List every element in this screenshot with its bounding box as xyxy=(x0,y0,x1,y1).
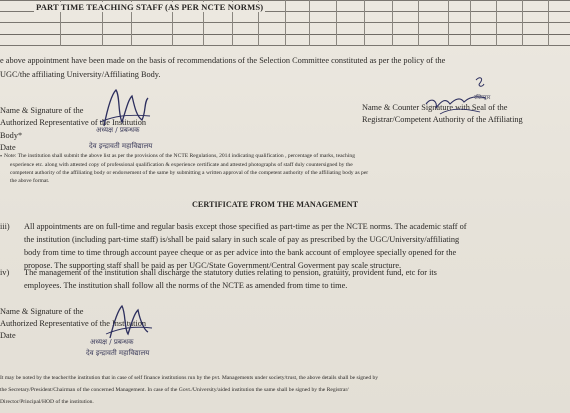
left-stamp-line-2: देव इन्द्रावती महाविद्यालय xyxy=(89,142,153,150)
note-line-3: competent authority of the affiliating body or endorsement of the same by submitting a written approval of the competent authority of the affiliating body as per xyxy=(10,170,369,176)
bottom-stamp-line-1: अध्यक्ष / प्रबन्धक xyxy=(90,338,134,346)
item-3-line-1: All appointments are on full-time and regular basis except those specified as part-time as per the NCTE norms. The academic staff of xyxy=(24,222,467,231)
item-3-line-3: body from time to time through account payee cheque or as per advice into the bank account of employee specially opened for the xyxy=(24,248,457,257)
bottom-stamp-line-2: देव इन्द्रावती महाविद्यालय xyxy=(86,349,150,357)
item-3-marker: iii) xyxy=(0,222,10,231)
bottom-sig-line-2: Authorized Representative of the Institution xyxy=(0,319,147,328)
item-4-line-1: The management of the institution shall discharge the statutory duties relating to pension, gratuity, provident fund, etc for its xyxy=(24,268,437,277)
right-sig-line-1: Name & Counter Signature with Seal of the xyxy=(362,103,508,112)
footnote-line-1: It may be noted by the teacher/the institution that in case of self finance institutions run by the pvt. Managements under society/trust, the above details shall be signed by xyxy=(0,375,379,381)
note-line-1: Note: The institution shall submit the above list as per the provisions of the NCTE Regulations, 2014 indicating qualification , percentage of marks, teaching xyxy=(4,153,355,159)
item-3-line-2: the institution (including part-time staff) is/shall be paid salary in such scale of pay as prescribed by the UGC/University/affiliating xyxy=(24,235,460,244)
table-title: PART TIME TEACHING STAFF (AS PER NCTE NORMS) xyxy=(36,2,264,12)
left-sig-line-3: Body* xyxy=(0,131,23,140)
item-3-line-4: propose. The supporting staff shall be paid as per UGC/State Government/Central Goverment pay scale structure. xyxy=(24,261,402,270)
intro-line-1: e above appointment have been made on the basis of recommendations of the Selection Committee constituted as per the policy of the xyxy=(0,56,446,65)
left-sig-line-1: Name & Signature of the xyxy=(0,106,84,115)
right-sig-line-2: Registrar/Competent Authority of the Affiliating xyxy=(362,115,523,124)
left-stamp-line-1: अध्यक्ष / प्रबन्धक xyxy=(96,126,140,134)
item-4-marker: iv) xyxy=(0,268,10,277)
left-sig-line-2: Authorized Representative of the Institution xyxy=(0,118,147,127)
footnote-line-2: the Secretary/President/Chairman of the concerned Management. In case of the Govt./University/aided institution the same shall be signed by the Registrar/ xyxy=(0,387,349,393)
item-4-line-2: employees. The institution shall follow all the norms of the NCTE as amended from time to time. xyxy=(24,281,348,290)
right-handwritten-signature xyxy=(420,74,500,130)
left-sig-line-4: Date xyxy=(0,143,16,152)
bottom-sig-line-3: Date xyxy=(0,331,16,340)
note-bullet: • xyxy=(0,154,3,160)
footnote-line-3: Director/Principal/HOD of the institution. xyxy=(0,399,94,405)
note-line-4: the above format. xyxy=(10,178,50,184)
staff-table xyxy=(0,0,570,46)
bottom-handwritten-signature xyxy=(104,300,154,346)
note-line-2: experience etc. along with attested copy of professional qualification & experience certificate and attested photographs of staff duly countersigned by the xyxy=(10,162,353,168)
right-stamp-text: रजिस्ट्रार xyxy=(474,95,491,101)
bottom-sig-line-1: Name & Signature of the xyxy=(0,307,84,316)
intro-line-2: UGC/the affiliating University/Affiliating Body. xyxy=(0,70,161,79)
left-handwritten-signature xyxy=(98,86,154,134)
certificate-heading: CERTIFICATE FROM THE MANAGEMENT xyxy=(192,200,359,209)
